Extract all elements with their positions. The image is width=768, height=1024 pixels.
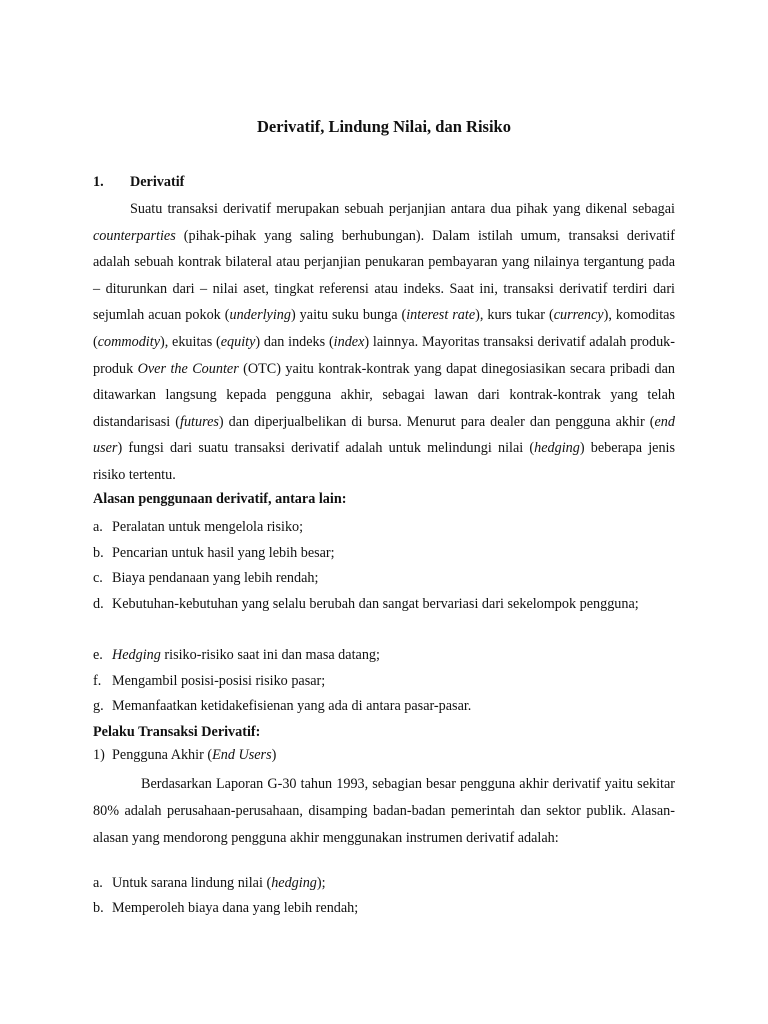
end-user-reasons-list — [93, 871, 675, 921]
list-item-text: Kebutuhan-kebutuhan yang selalu berubah dan sangat bervariasi dari sekelompok pengguna; — [112, 595, 639, 612]
list-item-text: Pencarian untuk hasil yang lebih besar; — [112, 544, 335, 561]
text-run: ); — [316, 875, 326, 891]
list-item-text — [112, 871, 675, 896]
text-run: (OTC) yaitu kontrak-kontrak yang dapat dinegosiasikan secara pribadi dan ditawarkan langsung kepada pengguna akhir, sebagai lawan dari kontrak-kontrak yang telah distandarisasi ( — [93, 360, 675, 430]
italic-term: end user — [93, 413, 675, 457]
list-marker: f. — [93, 672, 102, 689]
text-run: Pengguna Akhir ( — [112, 747, 213, 763]
list-item — [93, 541, 675, 567]
italic-term: Hedging — [112, 646, 161, 663]
italic-term: commodity — [97, 333, 160, 350]
italic-term: hedging — [271, 875, 317, 891]
list-item-text: Peralatan untuk mengelola risiko; — [112, 519, 304, 535]
section-number: 1. — [93, 174, 104, 190]
list-item — [93, 896, 675, 921]
text-run: Untuk sarana lindung nilai ( — [112, 875, 272, 891]
list-item — [93, 694, 675, 720]
intro-paragraph — [93, 196, 675, 489]
text-run: risiko-risiko saat ini dan masa datang; — [160, 646, 380, 663]
list-item-text: Biaya pendanaan yang lebih rendah; — [112, 570, 319, 587]
list-marker: b. — [93, 900, 104, 916]
actors-subheading — [93, 747, 276, 764]
list-marker: g. — [93, 698, 104, 715]
text-run: ), ekuitas ( — [160, 333, 221, 350]
text-run: ) dan diperjualbelikan di bursa. Menurut para dealer dan pengguna akhir ( — [218, 413, 655, 430]
list-item — [93, 566, 675, 592]
text-run: Suatu transaksi derivatif merupakan sebuah perjanjian antara dua pihak yang dikenal sebagai — [130, 201, 675, 217]
text-run: ) lainnya. Mayoritas transaksi derivatif adalah produk-produk — [93, 333, 675, 377]
section-heading — [93, 174, 184, 191]
text-run: ) yaitu suku bunga ( — [290, 307, 407, 324]
actors-heading: Pelaku Transaksi Derivatif: — [93, 724, 261, 740]
list-marker: a. — [93, 519, 103, 535]
italic-term: counterparties — [93, 227, 176, 244]
list-marker: e. — [93, 646, 103, 663]
text-run: ) dan indeks ( — [255, 333, 334, 350]
list-item-text: Memperoleh biaya dana yang lebih rendah; — [112, 900, 359, 916]
italic-term: Over the Counter — [137, 360, 239, 377]
list-item-text: Mengambil posisi-posisi risiko pasar; — [112, 672, 326, 689]
list-marker: c. — [93, 570, 103, 587]
italic-term: equity — [220, 333, 256, 350]
text-run: ) fungsi dari suatu transaksi derivatif adalah untuk melindungi nilai ( — [117, 440, 535, 457]
italic-term: currency — [553, 307, 604, 324]
italic-term: interest rate — [406, 307, 476, 324]
italic-term: index — [333, 333, 365, 350]
list-item — [93, 515, 675, 541]
text-run: (pihak-pihak yang saling berhubungan). Dalam istilah umum, transaksi derivatif adalah sebuah kontrak bilateral atau perjanjian penukaran pembayaran yang nilainya tergantung pada – diturunkan dari – nilai aset, tingkat referensi atau indeks. Saat ini, transaksi derivatif terdiri dari sejumlah acuan pokok ( — [93, 227, 675, 324]
italic-term: futures — [180, 413, 219, 430]
text-run: ), komoditas ( — [93, 307, 675, 350]
text-run: ), kurs tukar ( — [475, 307, 554, 324]
list-item — [93, 871, 675, 896]
text-run: ) beberapa jenis risiko tertentu. — [93, 440, 675, 483]
list-item — [93, 592, 675, 643]
italic-term: hedging — [534, 440, 580, 457]
list-marker: a. — [93, 875, 103, 891]
italic-term: End Users — [212, 747, 272, 763]
italic-term: underlying — [229, 307, 291, 324]
list-item — [93, 643, 675, 669]
list-marker: b. — [93, 544, 104, 561]
reasons-heading: Alasan penggunaan derivatif, antara lain: — [93, 491, 347, 507]
list-item-text — [112, 643, 675, 669]
document-title: Derivatif, Lindung Nilai, dan Risiko — [257, 117, 511, 136]
reasons-list — [93, 515, 675, 720]
section-title: Derivatif — [130, 174, 185, 190]
list-marker: d. — [93, 595, 104, 612]
list-marker: 1) — [93, 747, 105, 763]
list-item — [93, 669, 675, 695]
text-run: ) — [271, 747, 277, 763]
list-item-text: Memanfaatkan ketidakefisienan yang ada di antara pasar-pasar. — [112, 698, 472, 715]
actors-paragraph: Berdasarkan Laporan G-30 tahun 1993, sebagian besar pengguna akhir derivatif yaitu sekitar 80% adalah perusahaan-perusahaan, disamping badan-badan pemerintah dan sektor publik. Alasan-alasan yang mendorong pengguna akhir menggunakan instrumen derivatif adalah: — [93, 776, 675, 846]
